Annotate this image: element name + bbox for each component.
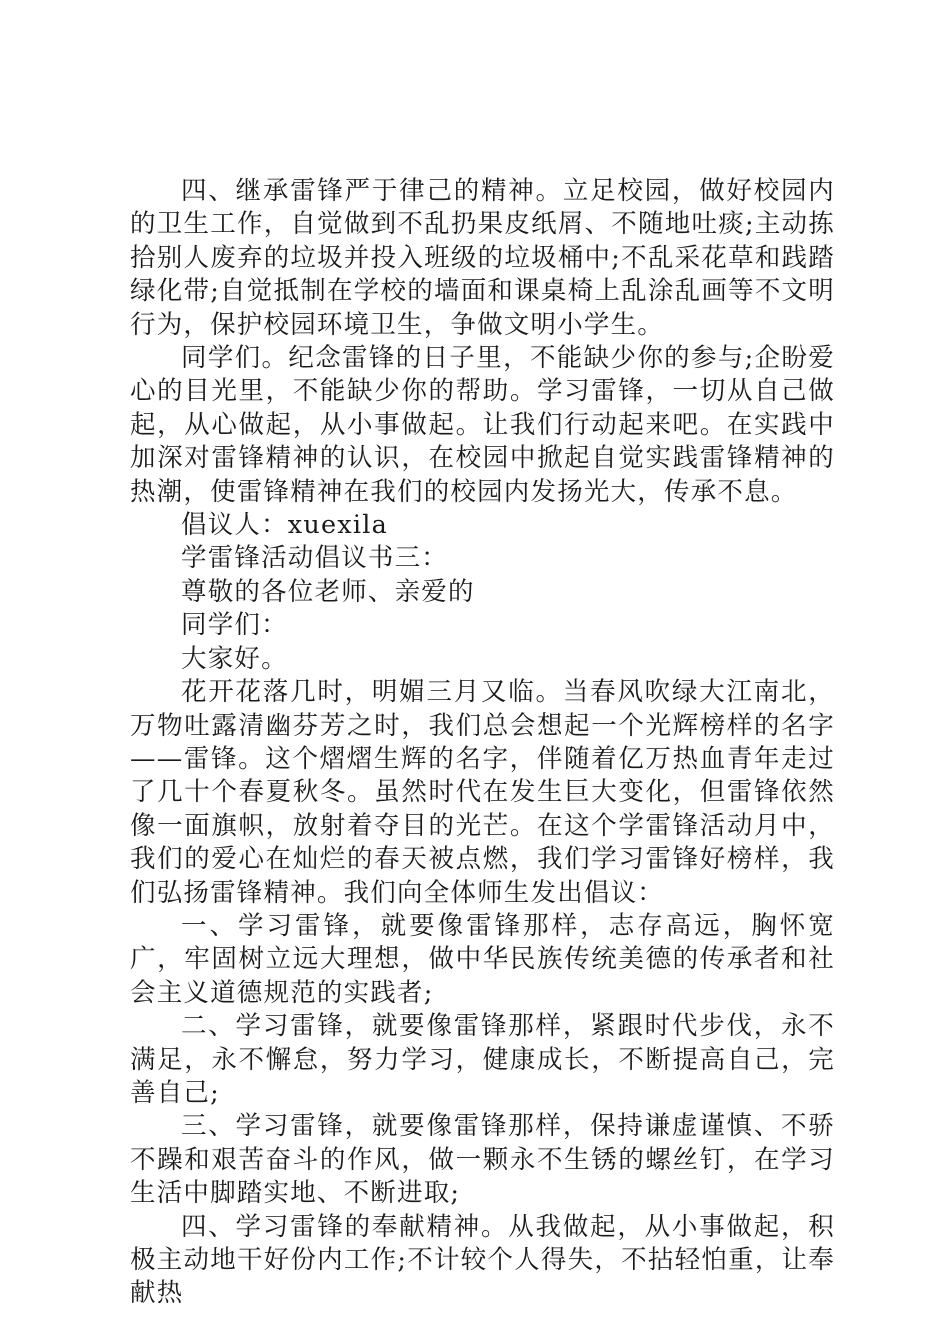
- greeting-line: 大家好。: [181, 643, 288, 674]
- proposal-three-title: 学雷锋活动倡议书三：: [181, 543, 449, 574]
- paragraph-spring-intro: 花开花落几时，明媚三月又临。当春风吹绿大江南北，万物吐露清幽芬芳之时，我们总会想起一个光辉榜样的名字——雷锋。这个熠熠生辉的名字，伴随着亿万热血青年走过了几十个春夏秋冬。虽然时代在发生巨大变化，但雷锋依然像一面旗帜，放射着夺目的光芒。在这个学雷锋活动月中，我们的爱心在灿烂的春天被点燃，我们学习雷锋好榜样，我们弘扬雷锋精神。我们向全体师生发出倡议：: [130, 677, 835, 908]
- paragraph-point-one: 一、学习雷锋，就要像雷锋那样，志存高远，胸怀宽广，牢固树立远大理想，做中华民族传统美德的传承者和社会主义道德规范的实践者;: [130, 910, 835, 1008]
- salutation-classmates: 同学们：: [181, 610, 288, 641]
- paragraph-point-three: 三、学习雷锋，就要像雷锋那样，保持谦虚谨慎、不骄不躁和艰苦奋斗的作风，做一颗永不生锈的螺丝钉，在学习生活中脚踏实地、不断进取;: [130, 1111, 835, 1209]
- paragraph-point-two: 二、学习雷锋，就要像雷锋那样，紧跟时代步伐，永不满足，永不懈怠，努力学习，健康成长，不断提高自己，完善自己;: [130, 1011, 835, 1108]
- paragraph-classmates-call: 同学们。纪念雷锋的日子里，不能缺少你的参与;企盼爱心的目光里，不能缺少你的帮助。学习雷锋，一切从自己做起，从心做起，从小事做起。让我们行动起来吧。在实践中加深对雷锋精神的认识，在校园中掀起自觉实践雷锋精神的热潮，使雷锋精神在我们的校园内发扬光大，传承不息。: [130, 343, 835, 507]
- document-body: [130, 175, 835, 1311]
- salutation-teachers: 尊敬的各位老师、亲爱的: [181, 576, 475, 607]
- initiator-line: 倡议人：xuexila: [181, 510, 388, 541]
- paragraph-point-four: 四、学习雷锋的奉献精神。从我做起，从小事做起，积极主动地干好份内工作;不计较个人得失，不拈轻怕重，让奉献热: [130, 1211, 835, 1309]
- paragraph-continue-spirit: 四、继承雷锋严于律己的精神。立足校园，做好校园内的卫生工作，自觉做到不乱扔果皮纸屑、不随地吐痰;主动拣拾别人废弃的垃圾并投入班级的垃圾桶中;不乱采花草和践踏绿化带;自觉抵制在学校的墙面和课桌椅上乱涂乱画等不文明行为，保护校园环境卫生，争做文明小学生。: [130, 176, 835, 340]
